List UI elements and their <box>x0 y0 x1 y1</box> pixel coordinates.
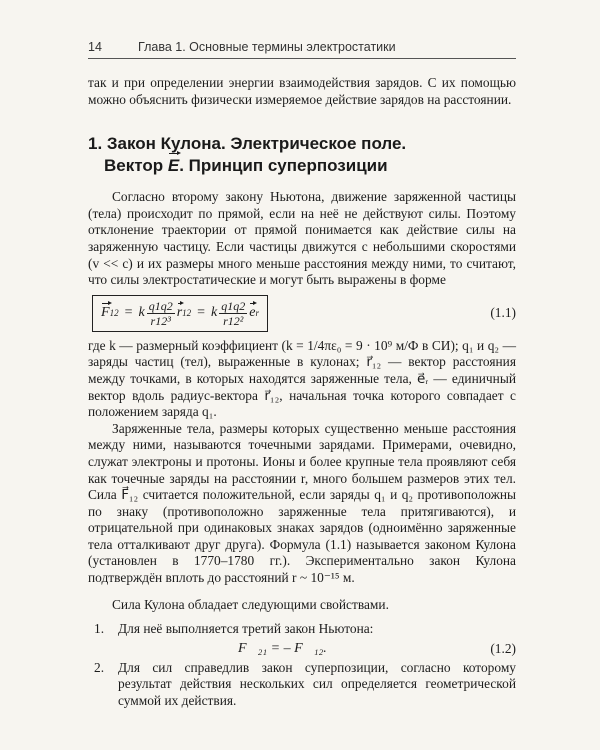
paragraph-properties: Сила Кулона обладает следующими свойствами. <box>112 596 389 612</box>
list-item: 1. Для неё выполняется третий закон Ньютона: <box>94 621 374 637</box>
running-header <box>88 40 516 59</box>
equation-newton-third <box>88 641 516 657</box>
lead-paragraph: так и при определении энергии взаимодействия зарядов. С их помощью можно объяснить физически измеряемое действие зарядов на расстоянии. <box>88 75 516 107</box>
equation-coulomb-box: F 12 = k $\frac{q1q2}{\text{r12³}}$ r 12 = k $\frac{q1q2}{\text{r12²}}$ e r <box>92 295 268 332</box>
equation-coulomb <box>88 295 516 332</box>
paragraph-newton: Согласно второму закону Ньютона, движение заряженной частицы (тела) происходит по прямой, если на неё не действуют силы. Поэтому отклонение траектории от прямой понимается как действие силы на заряженную частицу. Если частицы движутся с небольшими скоростями (v << c) и их размеры много меньше расстояния между ними, то считают, что силы электростатические и могут быть выражены в форме <box>88 189 516 288</box>
paragraph-definitions: где k — размерный коэффициент (k = 1/4πε₀ = 9 · 10⁹ м/Ф в СИ); q₁ и q₂ — заряды частиц (тел), выраженные в кулонах; r⃗₁₂ — вектор расстояния между точками, в которых находятся заряженные тела, e⃗ᵣ — единичный вектор вдоль радиус-вектора r⃗₁₂, начальная точка которого совпадает с положением заряда q₁. <box>88 337 516 420</box>
chapter-title: Глава 1. Основные термины электростатики <box>138 40 396 54</box>
equation-number-1-1: (1.1) <box>490 305 516 321</box>
vector-e-symbol: E <box>167 156 180 176</box>
section-heading <box>88 133 516 177</box>
section-title-line1: 1. Закон Кулона. Электрическое поле. <box>88 134 407 154</box>
equation-number-1-2: (1.2) <box>490 640 516 656</box>
fraction-cube: $\frac{q1q2}{\text{r12³}}$ <box>148 298 173 328</box>
equation-newton-third-text: F⃗₂₁ = – F⃗₁₂. <box>238 640 327 656</box>
list-item: 2. Для сил справедлив закон суперпозиции, согласно которому результат действия нескольких сил определяется геометрической суммой их действия. <box>94 659 516 709</box>
paragraph-point-charges: Заряженные тела, размеры которых существенно меньше расстояния между ними, называются точечными зарядами. Примерами, очевидно, служат электроны и протоны. Ионы и более крупные тела проявляют себя как точечные заряды на расстоянии r, много большем размеров этих тел. Сила F⃗₁₂ считается положительной, если заряды q₁ и q₂ противоположны по знаку (противоположно заряженные тела притягиваются), и отрицательной при одинаковых знаках зарядов (одноимённо заряженные тела отталкивают друг друга). Формула (1.1) называется законом Кулона (установлен в 1770–1780 гг.). Экспериментально закон Кулона подтверждён вплоть до расстояний r ~ 10⁻¹⁵ м. <box>88 420 516 586</box>
fraction-square: $\frac{q1q2}{\text{r12²}}$ <box>221 298 246 328</box>
page-number: 14 <box>88 40 102 54</box>
properties-list-continued <box>88 660 516 710</box>
section-title-line2: Вектор E. Принцип суперпозиции <box>104 156 388 176</box>
properties-list <box>88 621 516 638</box>
book-page <box>88 40 516 710</box>
